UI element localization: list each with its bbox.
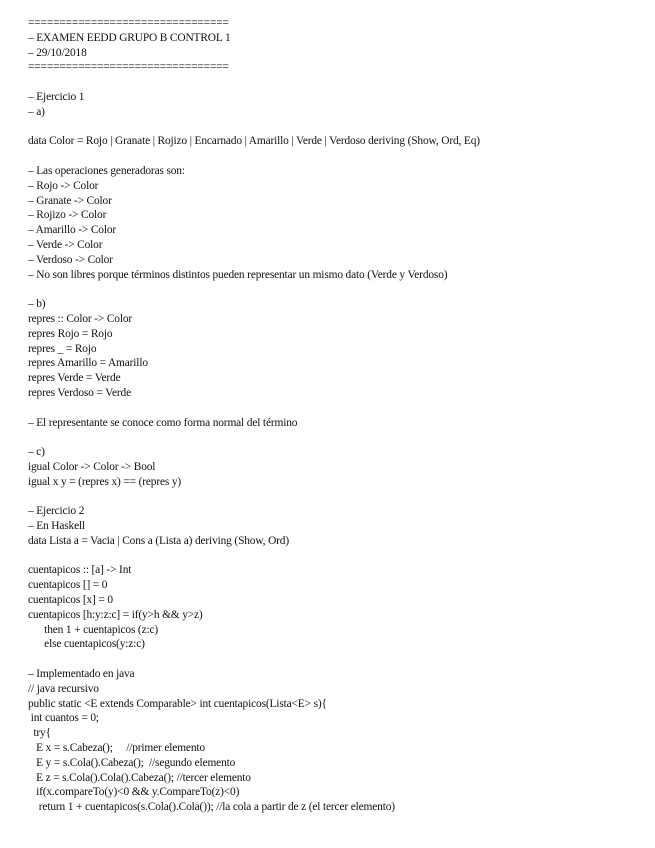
blank-line bbox=[28, 490, 648, 505]
text-line: repres Verdoso = Verde bbox=[28, 386, 131, 399]
text-line: data Lista a = Vacia | Cons a (Lista a) deriving (Show, Ord) bbox=[28, 534, 289, 547]
text-line: ================================ bbox=[28, 17, 229, 29]
text-line: return 1 + cuentapicos(s.Cola().Cola()); //la cola a partir de z (el tercer elemento) bbox=[28, 801, 395, 814]
text-line: repres Rojo = Rojo bbox=[28, 327, 113, 340]
text-line: int cuantos = 0; bbox=[28, 712, 99, 725]
text-line: repres :: Color -> Color bbox=[28, 312, 133, 325]
blank-line bbox=[28, 652, 648, 667]
text-line: – a) bbox=[28, 105, 45, 118]
document-body bbox=[28, 16, 648, 815]
blank-line bbox=[28, 401, 648, 416]
blank-line bbox=[28, 430, 648, 445]
text-line: E z = s.Cola().Cola().Cabeza(); //tercer elemento bbox=[28, 771, 251, 784]
blank-line bbox=[28, 120, 648, 135]
text-line: repres _ = Rojo bbox=[28, 342, 97, 355]
text-line: – Rojo -> Color bbox=[28, 179, 99, 192]
text-line: – Granate -> Color bbox=[28, 194, 112, 207]
blank-line bbox=[28, 149, 648, 164]
text-line: public static <E extends Comparable> int cuentapicos(Lista<E> s){ bbox=[28, 697, 327, 710]
text-line: – Amarillo -> Color bbox=[28, 224, 117, 237]
text-line: ================================ bbox=[28, 61, 229, 74]
text-line: // java recursivo bbox=[28, 682, 99, 695]
text-line: repres Amarillo = Amarillo bbox=[28, 357, 148, 370]
blank-line bbox=[28, 282, 648, 297]
text-line: – Rojizo -> Color bbox=[28, 209, 107, 222]
text-line: data Color = Rojo | Granate | Rojizo | Encarnado | Amarillo | Verde | Verdoso deriving (Show, Ord, Eq) bbox=[28, 135, 480, 148]
blank-line bbox=[28, 75, 648, 90]
text-line: cuentapicos [] = 0 bbox=[28, 579, 108, 592]
text-line: – Ejercicio 1 bbox=[28, 90, 85, 103]
text-line: repres Verde = Verde bbox=[28, 372, 121, 385]
text-line: cuentapicos [x] = 0 bbox=[28, 594, 113, 607]
text-line: then 1 + cuentapicos (z:c) bbox=[28, 623, 159, 636]
text-line: cuentapicos [h:y:z:c] = if(y>h && y>z) bbox=[28, 608, 203, 621]
text-line: – 29/10/2018 bbox=[28, 46, 87, 59]
text-line: else cuentapicos(y:z:c) bbox=[28, 638, 145, 651]
text-line: – EXAMEN EEDD GRUPO B CONTROL 1 bbox=[28, 31, 231, 44]
text-line: igual x y = (repres x) == (repres y) bbox=[28, 475, 182, 488]
text-line: if(x.compareTo(y)<0 && y.CompareTo(z)<0) bbox=[28, 786, 240, 799]
text-line: igual Color -> Color -> Bool bbox=[28, 460, 156, 473]
text-line: – Verdoso -> Color bbox=[28, 253, 113, 266]
text-line: E y = s.Cola().Cabeza(); //segundo elemento bbox=[28, 756, 236, 769]
text-line: – En Haskell bbox=[28, 520, 86, 533]
text-line: – c) bbox=[28, 446, 45, 459]
text-line: – No son libres porque términos distintos pueden representar un mismo dato (Verde y Verdoso) bbox=[28, 268, 448, 281]
text-line: E x = s.Cabeza(); //primer elemento bbox=[28, 742, 205, 755]
blank-line bbox=[28, 549, 648, 564]
text-line: – Ejercicio 2 bbox=[28, 505, 85, 518]
text-line: try{ bbox=[28, 727, 51, 740]
text-line: – Las operaciones generadoras son: bbox=[28, 164, 185, 177]
text-line: – Verde -> Color bbox=[28, 238, 103, 251]
text-line: – El representante se conoce como forma normal del término bbox=[28, 416, 298, 429]
text-line: – b) bbox=[28, 298, 46, 311]
text-line: – Implementado en java bbox=[28, 668, 135, 681]
text-line: cuentapicos :: [a] -> Int bbox=[28, 564, 132, 577]
